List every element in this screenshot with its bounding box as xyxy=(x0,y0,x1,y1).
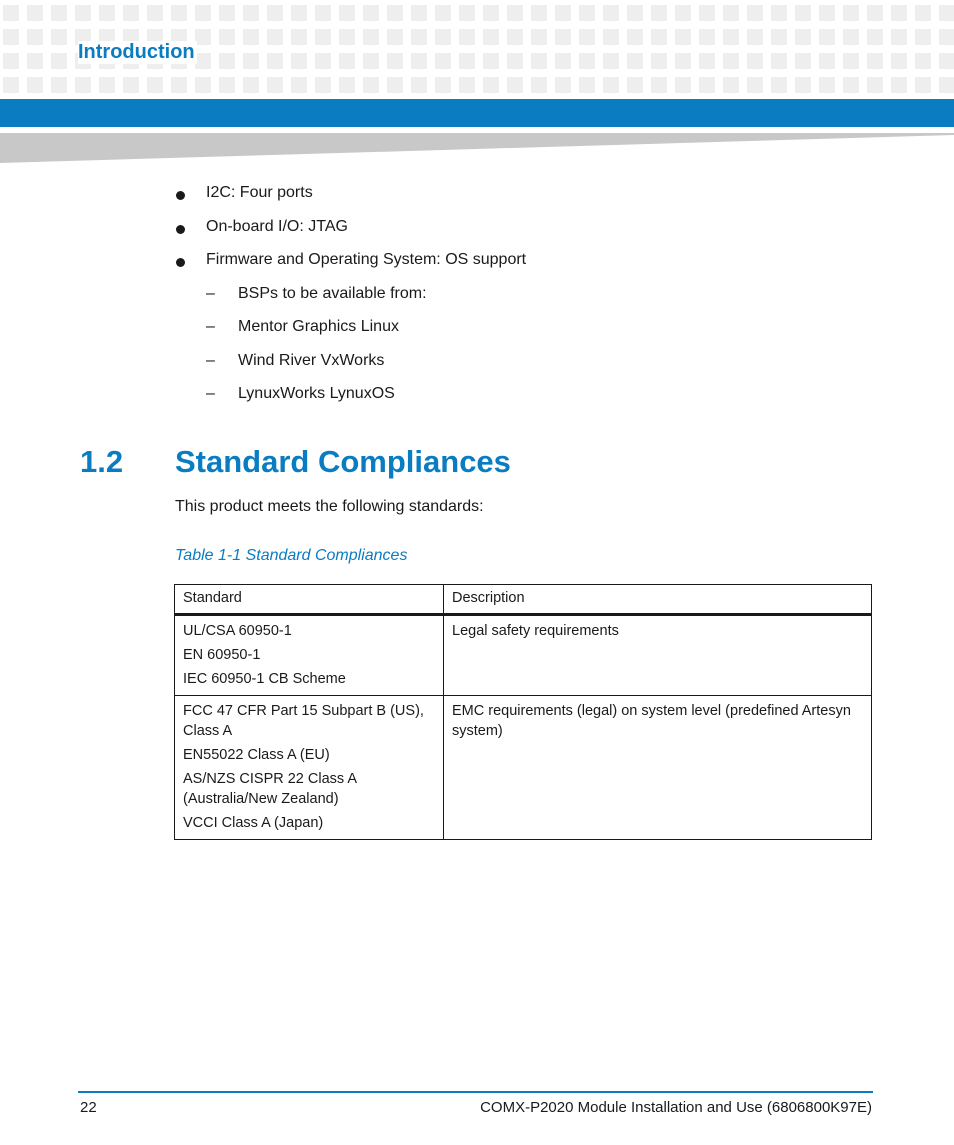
column-header-description: Description xyxy=(444,585,872,615)
standard-cell xyxy=(175,615,444,696)
sub-item-text: BSPs to be available from: xyxy=(238,284,427,302)
bullet-text: On-board I/O: JTAG xyxy=(206,217,348,235)
bullet-text: Firmware and Operating System: OS support xyxy=(206,251,527,268)
table-caption: Table 1-1 Standard Compliances xyxy=(175,547,408,564)
table-row xyxy=(175,615,872,696)
page-number: 22 xyxy=(80,1099,97,1116)
standard-entry: EN 60950-1 xyxy=(183,647,261,663)
sub-item-text: LynuxWorks LynuxOS xyxy=(238,385,395,402)
section-title: Introduction xyxy=(78,41,195,63)
description-cell xyxy=(444,615,872,696)
standard-cell xyxy=(175,696,444,840)
description-text: EMC requirements (legal) on system level (predefined Artesyn system) xyxy=(452,703,851,739)
standard-entry: IEC 60950-1 CB Scheme xyxy=(183,671,346,687)
standard-entry: EN55022 Class A (EU) xyxy=(183,747,330,763)
document-title: COMX-P2020 Module Installation and Use (6806800K97E) xyxy=(480,1099,872,1116)
description-cell xyxy=(444,696,872,840)
standards-table xyxy=(174,584,872,840)
table-header-row xyxy=(175,585,872,615)
footer-rule xyxy=(78,1091,873,1093)
standard-entry: VCCI Class A (Japan) xyxy=(183,815,324,831)
table-row xyxy=(175,696,872,840)
chapter-title: Standard Compliances xyxy=(175,444,511,479)
description-text: Legal safety requirements xyxy=(452,623,619,639)
standard-entry: UL/CSA 60950-1 xyxy=(183,623,292,639)
bullet-dot-icon xyxy=(176,225,185,234)
bullet-dot-icon xyxy=(176,191,185,200)
sub-item-text: Mentor Graphics Linux xyxy=(238,318,399,335)
standard-entry: FCC 47 CFR Part 15 Subpart B (US), Class A xyxy=(183,703,424,739)
bullet-text: I2C: Four ports xyxy=(206,184,313,201)
dash-marker: – xyxy=(206,351,215,369)
standard-entry: AS/NZS CISPR 22 Class A (Australia/New Zealand) xyxy=(183,771,357,807)
dash-marker: – xyxy=(206,284,215,302)
bullet-dot-icon xyxy=(176,258,185,267)
chapter-number: 1.2 xyxy=(80,444,124,479)
dash-marker: – xyxy=(206,385,215,402)
column-header-standard: Standard xyxy=(175,585,444,615)
header-grey-wedge xyxy=(0,127,954,163)
header-blue-bar xyxy=(0,99,954,127)
intro-paragraph: This product meets the following standards: xyxy=(175,498,484,515)
dash-marker: – xyxy=(206,318,215,335)
sub-item-text: Wind River VxWorks xyxy=(238,351,385,369)
